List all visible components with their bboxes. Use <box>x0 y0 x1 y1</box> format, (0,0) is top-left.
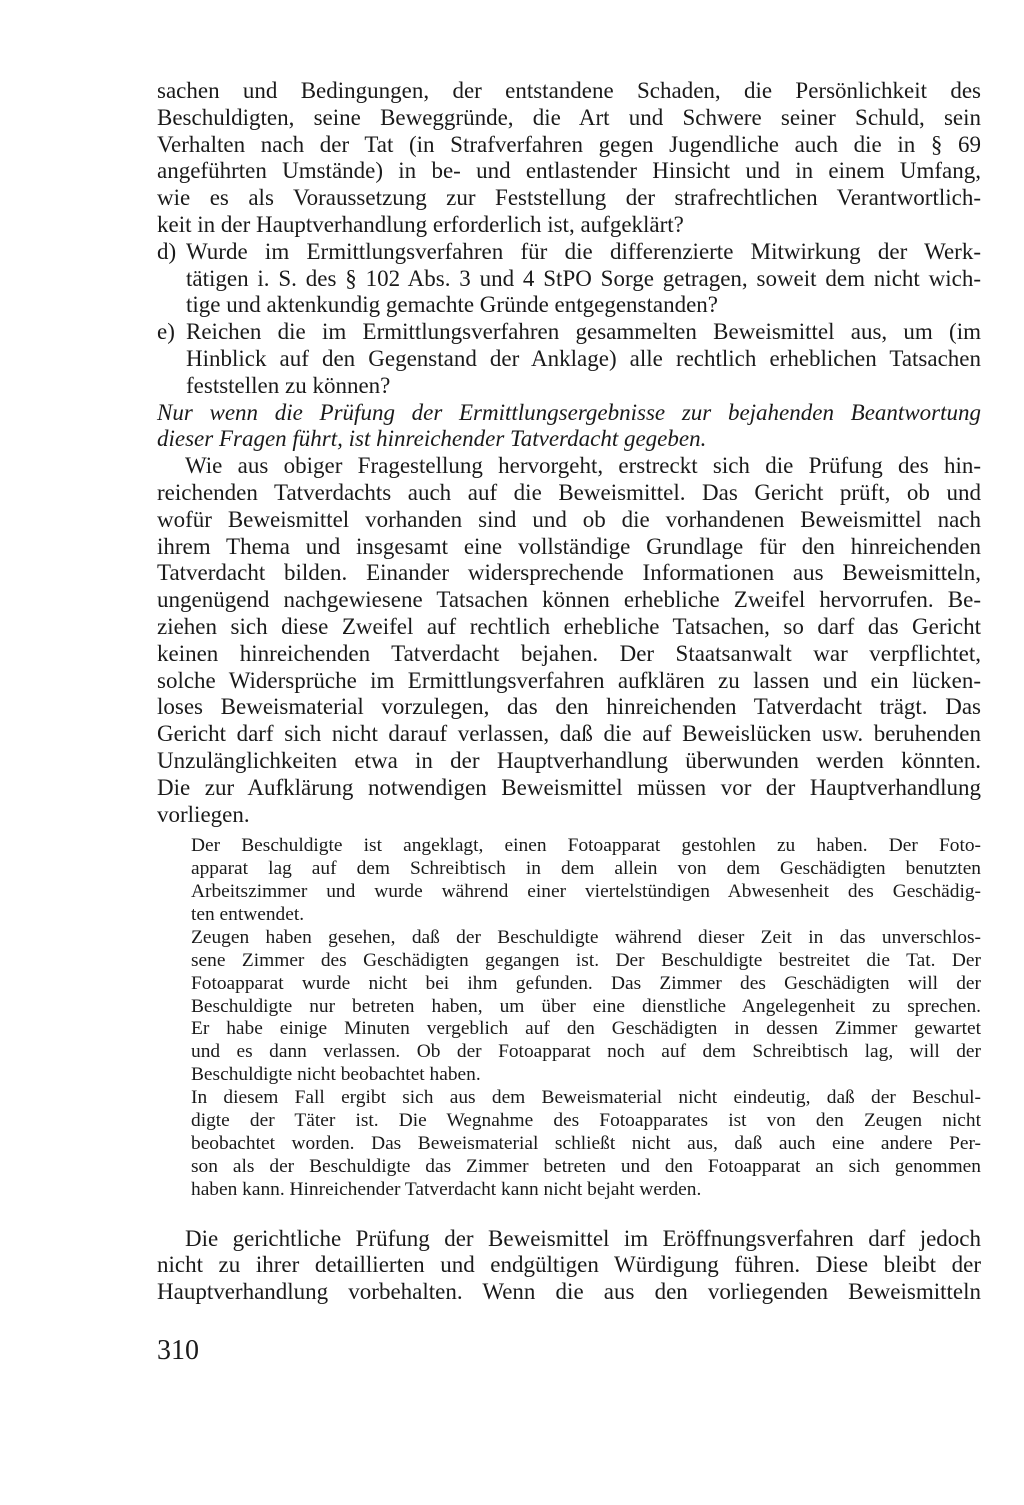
text-line: Verhalten nach der Tat (in Strafverfahren gegen Jugendliche auch die in § 69 <box>157 131 981 157</box>
text-line: Arbeitszimmer und wurde während einer viertelstündigen Abwesenheit des Geschädig- <box>191 881 981 903</box>
text-line: Wurde im Ermittlungsverfahren für die differenzierte Mitwirkung der Werk- <box>186 238 981 264</box>
text-line: haben kann. Hinreichender Tatverdacht kann nicht bejaht werden. <box>191 1178 702 1200</box>
text-line: ziehen sich diese Zweifel auf rechtlich erhebliche Tatsachen, so darf das Gericht <box>157 613 981 639</box>
page-body <box>157 78 981 1306</box>
italic-conclusion <box>157 400 981 454</box>
text-line: und es dann verlassen. Ob der Fotoapparat noch auf dem Schreibtisch lag, will der <box>191 1041 981 1063</box>
page-number: 310 <box>157 1335 199 1366</box>
text-line: son als der Beschuldigte das Zimmer betreten und den Fotoapparat an sich genommen <box>191 1155 981 1177</box>
paragraph-continuation <box>157 78 981 239</box>
text-line: Reichen die im Ermittlungsverfahren gesammelten Beweismittel aus, um (im <box>186 319 981 345</box>
text-line: angeführten Umstände) in be- und entlastender Hinsicht und in einem Umfang, <box>157 158 981 184</box>
paragraph-opening-procedure <box>157 1226 981 1306</box>
text-line: sachen und Bedingungen, der entstandene Schaden, die Persönlichkeit des <box>157 78 981 103</box>
text-line: nicht zu ihrer detaillierten und endgültigen Würdigung führen. Diese bleibt der <box>157 1252 981 1278</box>
text-line: tige und aktenkundig gemachte Gründe entgegenstanden? <box>186 292 719 318</box>
paragraph-evidence-review <box>157 453 981 828</box>
text-line: Gericht darf sich nicht darauf verlassen, daß die auf Beweislücken usw. beruhenden <box>157 721 981 747</box>
text-line: keinen hinreichenden Tatverdacht bejahen. Der Staatsanwalt war verpflichtet, <box>157 640 981 666</box>
text-line: ten entwendet. <box>191 903 305 925</box>
text-line: Beschuldigten, seine Beweggründe, die Art und Schwere seiner Schuld, sein <box>157 104 981 130</box>
text-line: In diesem Fall ergibt sich aus dem Beweismaterial nicht eindeutig, daß der Beschul- <box>191 1087 981 1109</box>
text-line: ihrem Thema und insgesamt eine vollständige Grundlage für den hinreichenden <box>157 533 981 559</box>
text-line: feststellen zu können? <box>186 372 391 398</box>
text-line: Beschuldigte nur betreten haben, um über eine dienstliche Angelegenheit zu sprechen. <box>191 995 981 1017</box>
text-line: solche Widersprüche im Ermittlungsverfahren aufklären zu lassen und ein lücken- <box>157 667 981 693</box>
text-line: Hauptverhandlung vorbehalten. Wenn die aus den vorliegenden Beweismitteln <box>157 1279 981 1305</box>
text-line: keit in der Hauptverhandlung erforderlich ist, aufgeklärt? <box>157 211 684 237</box>
text-line: Nur wenn die Prüfung der Ermittlungsergebnisse zur bejahenden Beantwortung <box>157 399 981 425</box>
text-line: loses Beweismaterial vorzulegen, das den hinreichenden Tatverdacht trägt. Das <box>157 694 981 720</box>
spacer <box>157 1202 981 1226</box>
list-marker: e) <box>157 319 175 345</box>
example-case <box>191 835 981 1201</box>
text-line: wie es als Voraussetzung zur Feststellung der strafrechtlichen Verantwortlich- <box>157 185 981 211</box>
text-line: Unzulänglichkeiten etwa in der Hauptverhandlung überwunden werden könnten. <box>157 747 981 773</box>
text-line: Wie aus obiger Fragestellung hervorgeht, erstreckt sich die Prüfung des hin- <box>185 453 981 479</box>
text-line: Hinblick auf den Gegenstand der Anklage) alle rechtlich erheblichen Tatsachen <box>186 345 981 371</box>
text-line: sene Zimmer des Geschädigten gegangen ist. Der Beschuldigte bestreitet die Tat. Der <box>191 949 981 971</box>
text-line: Der Beschuldigte ist angeklagt, einen Fotoapparat gestohlen zu haben. Der Foto- <box>191 835 981 857</box>
text-line: wofür Beweismittel vorhanden sind und ob die vorhandenen Beweismittel nach <box>157 506 981 532</box>
text-line: apparat lag auf dem Schreibtisch in dem allein von dem Geschädigten benutzten <box>191 858 981 880</box>
text-line: Tatverdacht bilden. Einander widersprechende Informationen aus Beweismitteln, <box>157 560 981 586</box>
text-line: beobachtet worden. Das Beweismaterial schließt nicht aus, daß auch eine andere Per- <box>191 1132 981 1154</box>
text-line: Die zur Aufklärung notwendigen Beweismittel müssen vor der Hauptverhandlung <box>157 774 981 800</box>
text-line: Beschuldigte nicht beobachtet haben. <box>191 1064 481 1086</box>
text-line: Die gerichtliche Prüfung der Beweismittel im Eröffnungsverfahren darf jedoch <box>185 1225 981 1251</box>
text-line: vorliegen. <box>157 801 250 827</box>
list-item-e <box>157 319 981 399</box>
text-line: reichenden Tatverdachts auch auf die Beweismittel. Das Gericht prüft, ob und <box>157 479 981 505</box>
text-line: Zeugen haben gesehen, daß der Beschuldigte während dieser Zeit in das unverschlos- <box>191 926 981 948</box>
list-item-d <box>157 239 981 319</box>
text-line: Fotoapparat wurde nicht bei ihm gefunden. Das Zimmer des Geschädigten will der <box>191 972 981 994</box>
text-line: ungenügend nachgewiesene Tatsachen können erhebliche Zweifel hervorrufen. Be- <box>157 587 981 613</box>
text-line: tätigen i. S. des § 102 Abs. 3 und 4 StPO Sorge getragen, soweit dem nicht wich- <box>186 265 981 291</box>
text-line: Er habe einige Minuten vergeblich auf den Geschädigten in dessen Zimmer gewartet <box>191 1018 981 1040</box>
text-line: digte der Täter ist. Die Wegnahme des Fotoapparates ist von den Zeugen nicht <box>191 1110 981 1131</box>
text-line: dieser Fragen führt, ist hinreichender Tatverdacht gegeben. <box>157 426 707 452</box>
list-marker: d) <box>157 238 177 264</box>
